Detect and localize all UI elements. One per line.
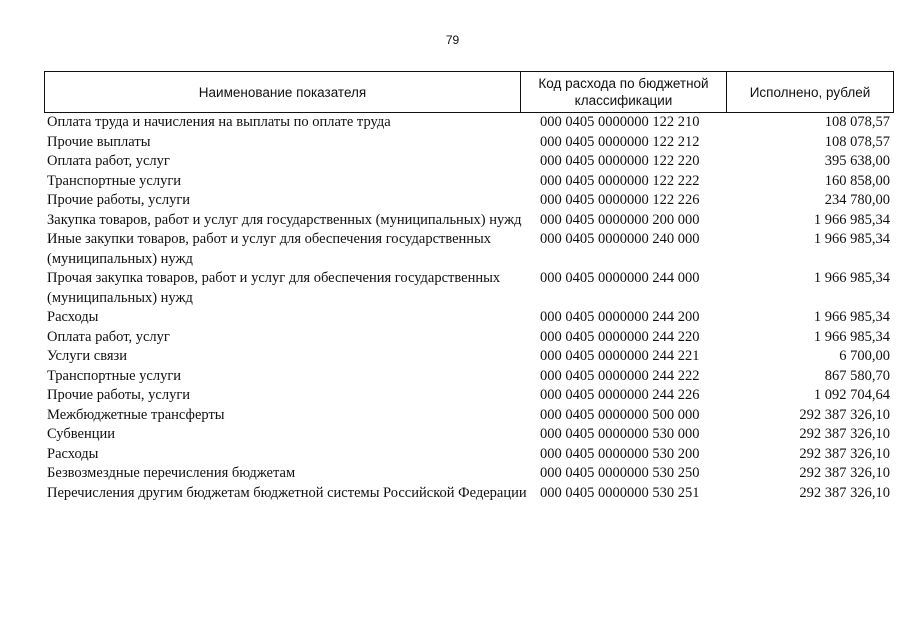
row-executed-value: 234 780,00 (824, 192, 890, 208)
row-code: 000 0405 0000000 530 250 (540, 465, 700, 481)
table-row (44, 445, 894, 465)
row-name: Транспортные услуги (47, 367, 182, 384)
table-row (44, 191, 894, 211)
row-name: Прочие работы, услуги (47, 192, 191, 208)
header-executed: Исполнено, рублей (749, 84, 871, 100)
row-executed-value: 292 387 326,10 (799, 484, 890, 501)
row-code: 000 0405 0000000 122 220 (540, 153, 700, 169)
row-executed-value: 1 966 985,34 (813, 328, 890, 345)
row-name: Субвенции (47, 426, 115, 442)
row-code: 000 0405 0000000 244 221 (540, 348, 700, 364)
row-code: 000 0405 0000000 200 000 (540, 211, 700, 228)
row-executed-value: 395 638,00 (824, 153, 890, 169)
row-code: 000 0405 0000000 530 200 (540, 445, 700, 462)
row-executed-value: 1 966 985,34 (813, 270, 890, 286)
row-code: 000 0405 0000000 244 200 (540, 309, 700, 325)
row-executed-value: 1 966 985,34 (813, 231, 890, 247)
table-row (44, 484, 894, 504)
row-code: 000 0405 0000000 240 000 (540, 231, 700, 247)
table-body (44, 113, 894, 503)
row-name: Прочие работы, услуги (47, 387, 191, 403)
row-name: Межбюджетные трансферты (47, 406, 225, 423)
row-executed-value: 292 387 326,10 (799, 465, 890, 481)
table-row (44, 367, 894, 387)
table-row (44, 113, 894, 133)
table-row (44, 230, 894, 269)
table-row (44, 406, 894, 426)
row-name: Расходы (47, 309, 99, 325)
row-executed-value: 6 700,00 (839, 348, 890, 364)
table-row (44, 328, 894, 348)
row-name: Оплата работ, услуг (47, 153, 170, 169)
row-name: Безвозмездные перечисления бюджетам (47, 465, 296, 481)
row-executed-value: 108 078,57 (824, 114, 890, 130)
row-code: 000 0405 0000000 122 212 (540, 133, 700, 150)
row-code: 000 0405 0000000 530 251 (540, 484, 700, 501)
row-executed-value: 1 092 704,64 (813, 387, 890, 403)
header-name: Наименование показателя (45, 72, 521, 112)
row-name: Прочие выплаты (47, 133, 151, 150)
table-row (44, 464, 894, 484)
table-row (44, 425, 894, 445)
row-code: 000 0405 0000000 530 000 (540, 426, 700, 442)
row-executed-value: 292 387 326,10 (799, 426, 890, 442)
table-row (44, 347, 894, 367)
row-code: 000 0405 0000000 244 220 (540, 328, 700, 345)
table-row (44, 211, 894, 231)
table-row (44, 308, 894, 328)
row-name: Закупка товаров, работ и услуг для государственных (муниципальных) нужд (47, 211, 522, 228)
row-executed-value: 292 387 326,10 (799, 406, 890, 423)
row-executed-value: 1 966 985,34 (813, 309, 890, 325)
budget-execution-table (44, 71, 894, 503)
row-executed-value: 867 580,70 (824, 367, 890, 384)
row-executed-value: 160 858,00 (824, 172, 890, 189)
row-code: 000 0405 0000000 244 222 (540, 367, 700, 384)
row-name: Иные закупки товаров, работ и услуг для обеспечения государственных (муниципальных) нужд (47, 231, 492, 267)
table-row (44, 152, 894, 172)
header-code: Код расхода по бюджетной классификации (521, 72, 727, 112)
row-name: Услуги связи (47, 348, 128, 364)
row-executed-value: 108 078,57 (824, 133, 890, 150)
row-code: 000 0405 0000000 122 210 (540, 114, 700, 130)
table-header (44, 71, 894, 113)
table-row (44, 133, 894, 153)
row-name: Оплата труда и начисления на выплаты по оплате труда (47, 114, 391, 130)
row-code: 000 0405 0000000 244 000 (540, 270, 700, 286)
row-name: Оплата работ, услуг (47, 328, 170, 345)
row-name: Транспортные услуги (47, 172, 182, 189)
table-row (44, 269, 894, 308)
table-row (44, 386, 894, 406)
row-code: 000 0405 0000000 244 226 (540, 387, 700, 403)
row-name: Прочая закупка товаров, работ и услуг для обеспечения государственных (муниципальных) нужд (47, 270, 501, 306)
row-code: 000 0405 0000000 122 222 (540, 172, 700, 189)
row-code: 000 0405 0000000 500 000 (540, 406, 700, 423)
table-row (44, 172, 894, 192)
row-name: Перечисления другим бюджетам бюджетной системы Российской Федерации (47, 484, 527, 501)
row-code: 000 0405 0000000 122 226 (540, 192, 700, 208)
page-number: 79 (445, 33, 460, 47)
row-name: Расходы (47, 445, 99, 462)
row-executed-value: 292 387 326,10 (799, 445, 890, 462)
row-executed-value: 1 966 985,34 (813, 211, 890, 228)
